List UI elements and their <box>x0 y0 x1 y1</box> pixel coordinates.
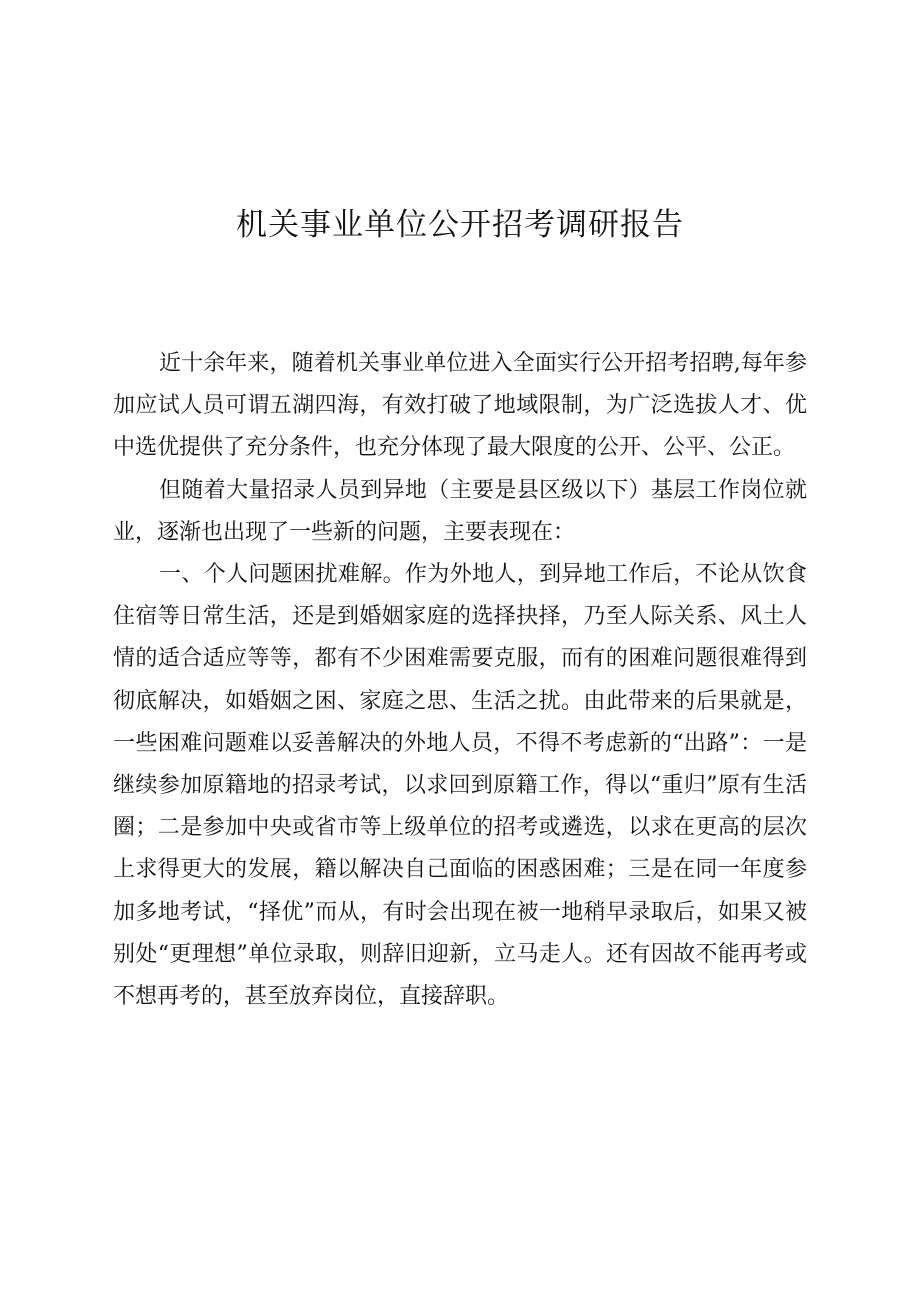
paragraph-intro: 近十余年来，随着机关事业单位进入全面实行公开招考招聘,每年参加应试人员可谓五湖四海，有效打破了地域限制，为广泛选拔人才、优中选优提供了充分条件，也充分体现了最大限度的公开、公平、公正。 <box>113 351 807 461</box>
document-body <box>113 343 807 1018</box>
paragraph-problems: 但随着大量招录人员到异地（主要是县区级以下）基层工作岗位就业，逐渐也出现了一些新的问题，主要表现在： <box>113 477 807 545</box>
document-title: 机关事业单位公开招考调研报告 <box>236 207 684 243</box>
paragraph-point-one: 一、个人问题困扰难解。作为外地人，到异地工作后，不论从饮食住宿等日常生活，还是到婚姻家庭的选择抉择，乃至人际关系、风土人情的适合适应等等，都有不少困难需要克服，而有的困难问题很难得到彻底解决，如婚姻之困、家庭之思、生活之扰。由此带来的后果就是，一些困难问题难以妥善解决的外地人员，不得不考虑新的“出路”：一是继续参加原籍地的招录考试，以求回到原籍工作，得以“重归”原有生活圈；二是参加中央或省市等上级单位的招考或遴选，以求在更高的层次上求得更大的发展，籍以解决自己面临的困惑困难；三是在同一年度参加多地考试，“择优”而从，有时会出现在被一地稍早录取后，如果又被别处“更理想”单位录取，则辞旧迎新，立马走人。还有因故不能再考或不想再考的，甚至放弃岗位，直接辞职。 <box>113 562 807 1010</box>
